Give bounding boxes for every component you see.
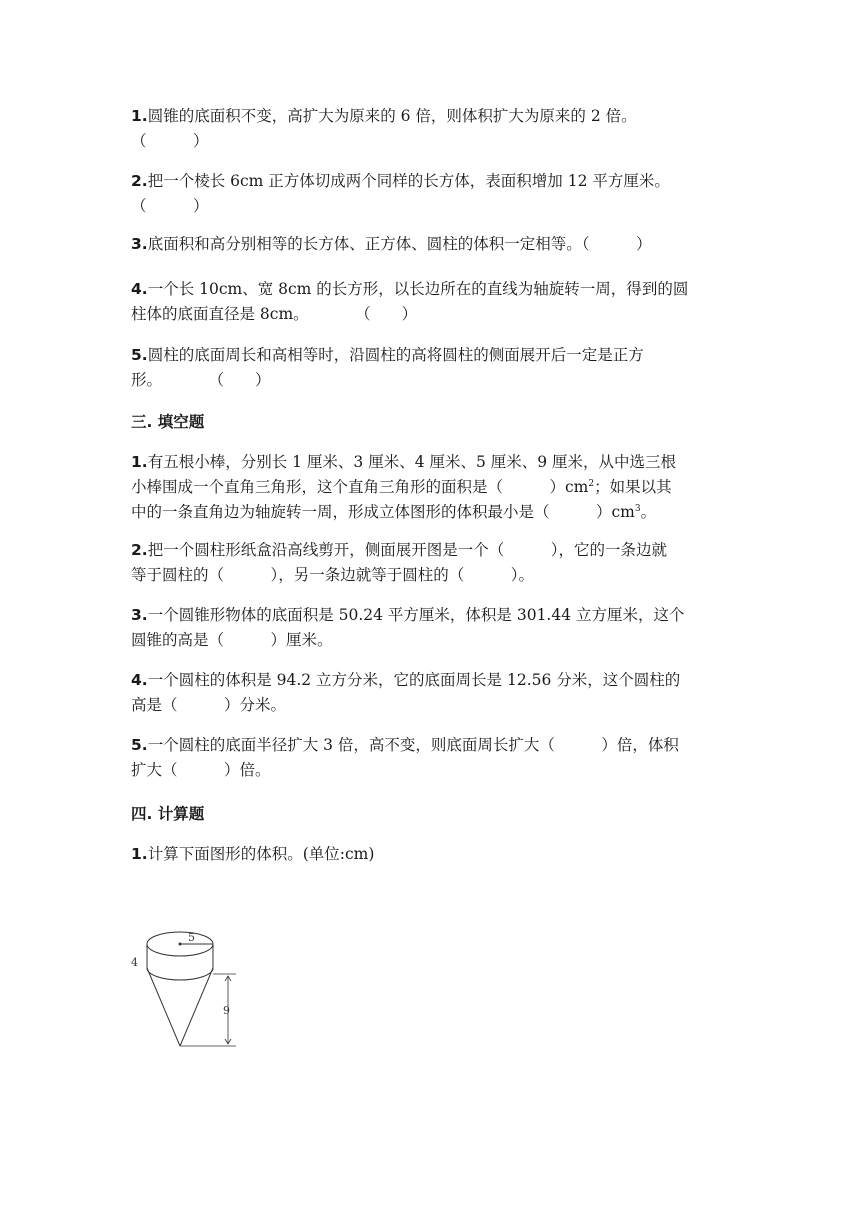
cylinder-cone-figure	[128, 916, 248, 1056]
fill-question-5: 5.一个圆柱的底面半径扩大 3 倍，高不变，则底面周长扩大（ ）倍，体积 扩大（ ）倍。	[131, 736, 679, 779]
tf-question-1: 1.圆锥的底面积不变，高扩大为原来的 6 倍，则体积扩大为原来的 2 倍。 （ ）	[131, 107, 637, 150]
tf-question-3: 3.底面积和高分别相等的长方体、正方体、圆柱的体积一定相等。（ ）	[131, 235, 652, 253]
cone-height-label: 9	[223, 1004, 230, 1017]
fill-question-2: 2.把一个圆柱形纸盒沿高线剪开，侧面展开图是一个（ ），它的一条边就 等于圆柱的（ ），另一条边就等于圆柱的（ ）。	[131, 541, 667, 584]
tf-question-2: 2.把一个棱长 6cm 正方体切成两个同样的长方体，表面积增加 12 平方厘米。 （ ）	[131, 172, 670, 215]
section-title-calculation: 四. 计算题	[131, 805, 205, 823]
calc-question-1: 1.计算下面图形的体积。(单位:cm)	[131, 845, 375, 863]
tf-question-4: 4.一个长 10cm、宽 8cm 的长方形，以长边所在的直线为轴旋转一周，得到的圆 柱体的底面直径是 8cm。 （ ）	[131, 280, 689, 323]
fill-question-4: 4.一个圆柱的体积是 94.2 立方分米，它的底面周长是 12.56 分米，这个圆柱的 高是（ ）分米。	[131, 671, 681, 714]
fill-question-1: 1.有五根小棒，分别长 1 厘米、3 厘米、4 厘米、5 厘米、9 厘米，从中选三根 小棒围成一个直角三角形，这个直角三角形的面积是（ ）$cm^2$；如果以其 中的一条直角边为轴旋转一周，形成立体图形的体积最小是（ ）$cm^3$。	[131, 453, 677, 521]
fill-question-3: 3.一个圆锥形物体的底面积是 50.24 平方厘米，体积是 301.44 立方厘米，这个 圆锥的高是（ ）厘米。	[131, 606, 685, 649]
answer-blank[interactable]: （ ）	[131, 197, 209, 215]
cylinder-height-label: 4	[131, 956, 138, 969]
tf-question-5: 5.圆柱的底面周长和高相等时，沿圆柱的高将圆柱的侧面展开后一定是正方 形。 （ ）	[131, 346, 644, 389]
cylinder-bottom-arc	[147, 968, 213, 980]
center-dot	[179, 943, 182, 946]
radius-label: 5	[188, 931, 195, 944]
answer-blank[interactable]: （ ）	[131, 132, 209, 150]
section-title-fill-in: 三. 填空题	[131, 413, 205, 431]
